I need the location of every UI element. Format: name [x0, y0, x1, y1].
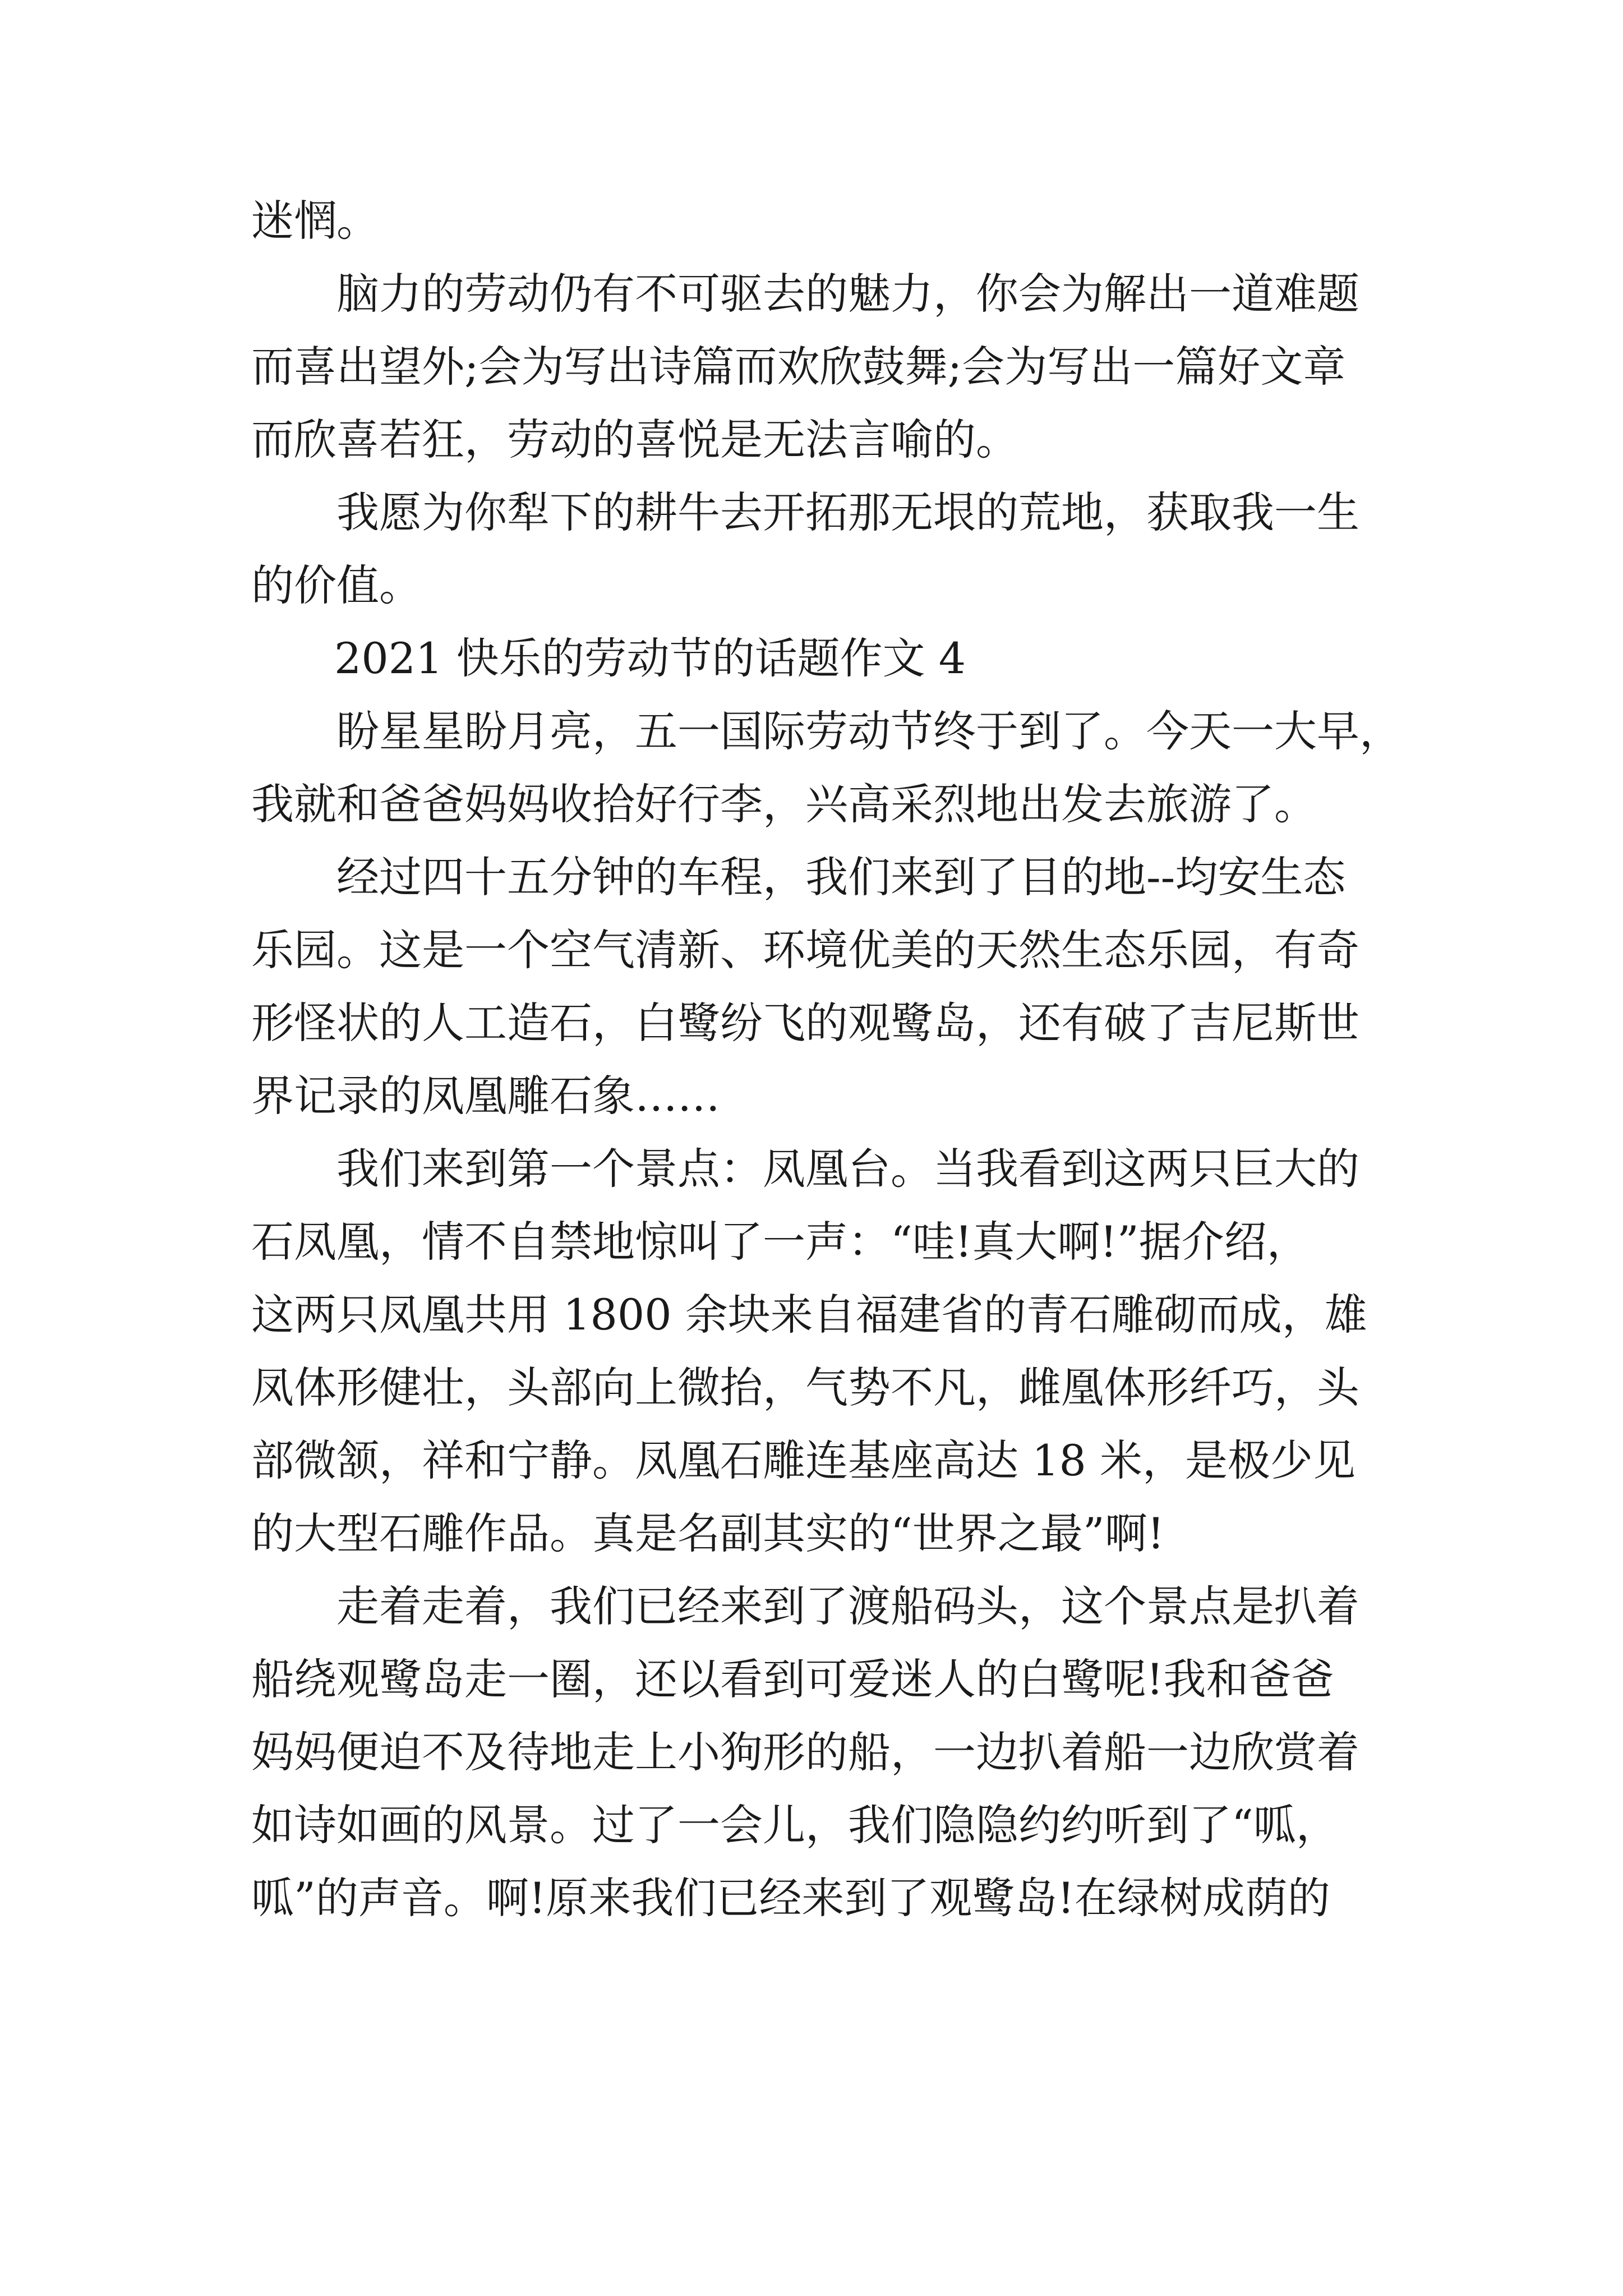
text-line: 而欣喜若狂，劳动的喜悦是无法言喻的。: [251, 415, 1018, 464]
text-line: 走着走着，我们已经来到了渡船码头，这个景点是扒着: [336, 1581, 1359, 1631]
text-line: 迷惘。: [251, 196, 379, 246]
text-line: 我们来到第一个景点：凤凰台。当我看到这两只巨大的: [336, 1144, 1359, 1194]
text-line: 脑力的劳动仍有不可驱去的魅力，你会为解出一道难题: [336, 269, 1359, 319]
text-line: 的价值。: [251, 560, 422, 610]
text-line: 我就和爸爸妈妈收拾好行李，兴高采烈地出发去旅游了。: [251, 779, 1317, 829]
text-line: 形怪状的人工造石，白鹭纷飞的观鹭岛，还有破了吉尼斯世: [251, 998, 1359, 1048]
text-line: 石凤凰，情不自禁地惊叫了一声：“哇!真大啊!”据介绍，: [251, 1217, 1310, 1267]
text-line: 船绕观鹭岛走一圈，还以看到可爱迷人的白鹭呢!我和爸爸: [251, 1654, 1334, 1704]
text-line: 我愿为你犁下的耕牛去开拓那无垠的荒地，获取我一生: [336, 487, 1359, 537]
text-line: 的大型石雕作品。真是名副其实的“世界之最”啊!: [251, 1508, 1165, 1558]
text-line: 界记录的凤凰雕石象……: [251, 1071, 720, 1121]
text-line: 乐园。这是一个空气清新、环境优美的天然生态乐园，有奇: [251, 925, 1359, 975]
text-line: 妈妈便迫不及待地走上小狗形的船，一边扒着船一边欣赏着: [251, 1727, 1359, 1777]
text-line: 凤体形健壮，头部向上微抬，气势不凡，雌凰体形纤巧，头: [251, 1363, 1359, 1412]
text-line: 部微颔，祥和宁静。凤凰石雕连基座高达 18 米，是极少见: [251, 1435, 1356, 1485]
text-line: 盼星星盼月亮，五一国际劳动节终于到了。今天一大早，: [336, 706, 1402, 756]
text-line: 呱”的声音。啊!原来我们已经来到了观鹭岛!在绿树成荫的: [251, 1873, 1330, 1923]
text-line: 而喜出望外;会为写出诗篇而欢欣鼓舞;会为写出一篇好文章: [251, 342, 1346, 392]
text-line: 经过四十五分钟的车程，我们来到了目的地--均安生态: [336, 852, 1346, 902]
text-line: 这两只凤凰共用 1800 余块来自福建省的青石雕砌而成，雄: [251, 1290, 1367, 1340]
text-line: 如诗如画的风景。过了一会儿，我们隐隐约约听到了“呱，: [251, 1800, 1339, 1850]
section-heading: 2021 快乐的劳动节的话题作文 4: [334, 633, 966, 683]
